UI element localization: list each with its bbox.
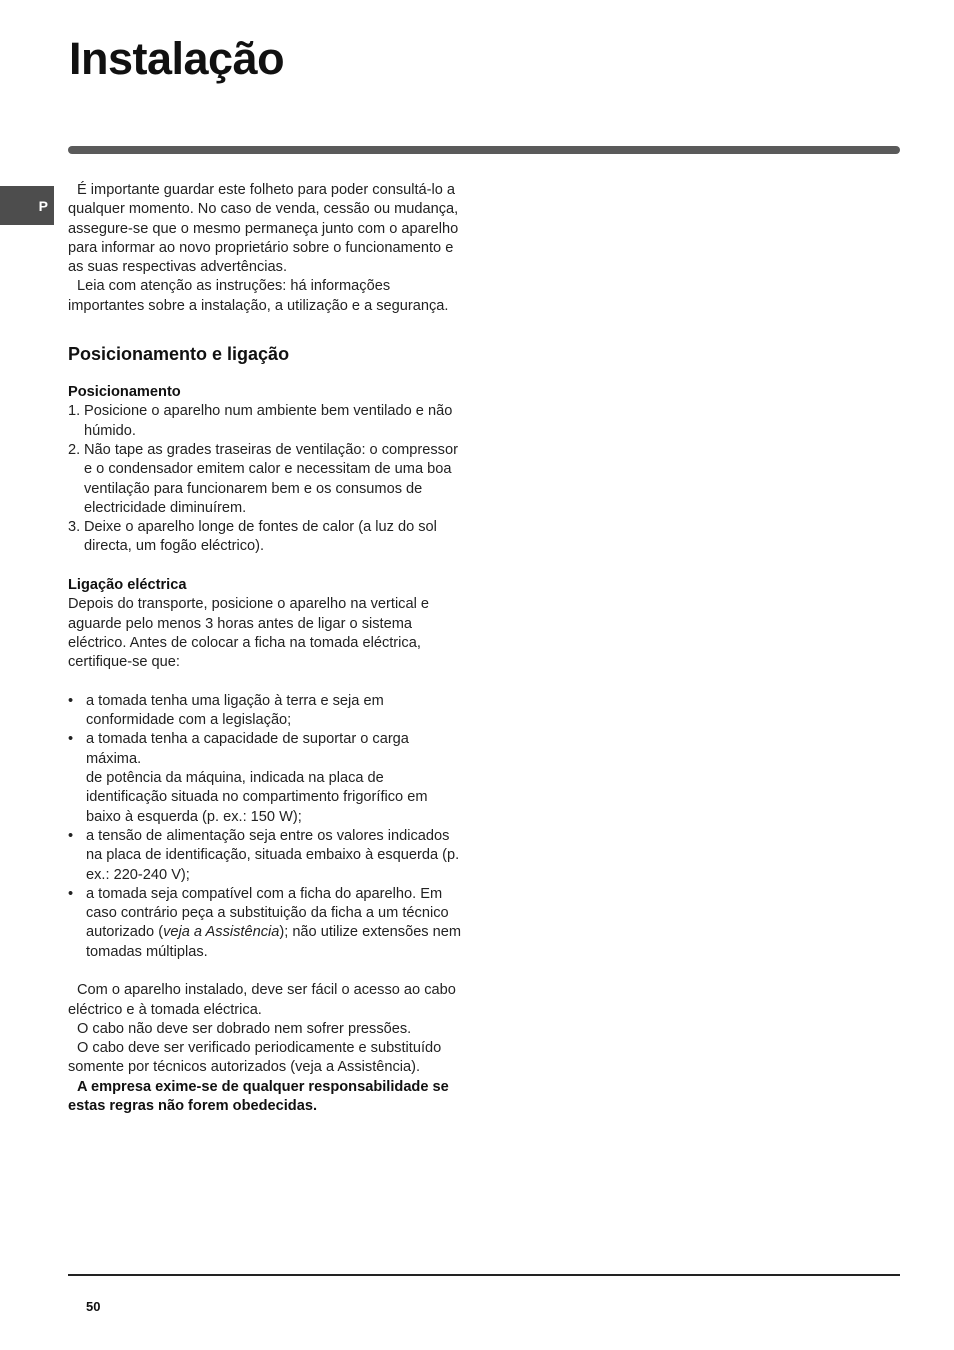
positioning-steps	[68, 402, 463, 556]
list-item	[68, 692, 463, 731]
step-number: 3.	[68, 519, 81, 536]
bullet-reference: veja a Assistência	[163, 924, 280, 941]
list-item	[68, 441, 463, 518]
main-content	[68, 181, 463, 1116]
electrical-intro: Depois do transporte, posicione o aparelho na vertical e aguarde pelo menos 3 horas antes de ligar o sistema eléctrico. Antes de colocar a ficha na tomada eléctrica, certifique-se que:	[68, 596, 430, 671]
footer-divider	[68, 1274, 900, 1276]
list-item	[68, 730, 463, 826]
list-item	[68, 827, 463, 885]
language-tab	[0, 186, 54, 225]
section-heading: Posicionamento e ligação	[68, 344, 290, 365]
language-tab-label: P	[38, 197, 48, 214]
body-paragraph: O cabo não deve ser dobrado nem sofrer pressões.	[77, 1020, 412, 1037]
subsection-heading-electrical: Ligação eléctrica	[68, 577, 187, 594]
electrical-checklist	[68, 692, 463, 962]
page-number: 50	[86, 1299, 101, 1314]
step-text: Não tape as grades traseiras de ventilação: o compressor e o condensador emitem calor e necessitam de uma boa ventilação para funcionarem bem e os consumos de electricidade diminuírem.	[84, 441, 458, 516]
subsection-heading-positioning: Posicionamento	[68, 384, 181, 401]
intro-paragraph: Leia com atenção as instruções: há informações importantes sobre a instalação, a utilização e a segurança.	[68, 278, 449, 314]
bullet-text: a tomada tenha uma ligação à terra e seja em conformidade com a legislação;	[86, 692, 384, 729]
list-item	[68, 885, 463, 962]
bullet-text: a tomada seja compatível com a ficha do aparelho. Em caso contrário peça a substituição da ficha a um técnico autorizado (	[86, 885, 449, 941]
intro-paragraph: É importante guardar este folheto para poder consultá-lo a qualquer momento. No caso de venda, cessão ou mudança, assegure-se que o mesmo permaneça junto com o aparelho para informar ao novo proprietário sobre o funcionamento e as suas respectivas advertências.	[68, 182, 459, 276]
title-divider	[68, 146, 900, 154]
step-text: Deixe o aparelho longe de fontes de calor (a luz do sol directa, um fogão eléctrico).	[84, 519, 437, 555]
step-text: Posicione o aparelho num ambiente bem ventilado e não húmido.	[84, 403, 453, 439]
bullet-text-end: ); não utilize extensões nem tomadas múltiplas.	[86, 924, 462, 960]
list-item	[68, 518, 463, 557]
body-paragraph: O cabo deve ser verificado periodicamente e substituído somente por técnicos autorizados (veja a Assistência).	[68, 1040, 442, 1076]
list-item	[68, 402, 463, 441]
bullet-text: a tensão de alimentação seja entre os valores indicados na placa de identificação, situada embaixo à esquerda (p. ex.: 220-240 V);	[86, 827, 460, 883]
body-paragraph: Com o aparelho instalado, deve ser fácil o acesso ao cabo eléctrico e à tomada eléctrica.	[68, 982, 456, 1018]
step-number: 1.	[68, 403, 81, 420]
step-number: 2.	[68, 441, 81, 458]
bullet-text: a tomada tenha a capacidade de suportar o carga máxima.	[86, 731, 409, 767]
liability-warning: A empresa exime-se de qualquer responsabilidade se estas regras não forem obedecidas.	[68, 1078, 449, 1115]
page-title: Instalação	[69, 33, 285, 84]
bullet-text-continuation: de potência da máquina, indicada na placa de identificação situada no compartimento frigorífico em baixo à esquerda (p. ex.: 150 W);	[86, 770, 428, 825]
